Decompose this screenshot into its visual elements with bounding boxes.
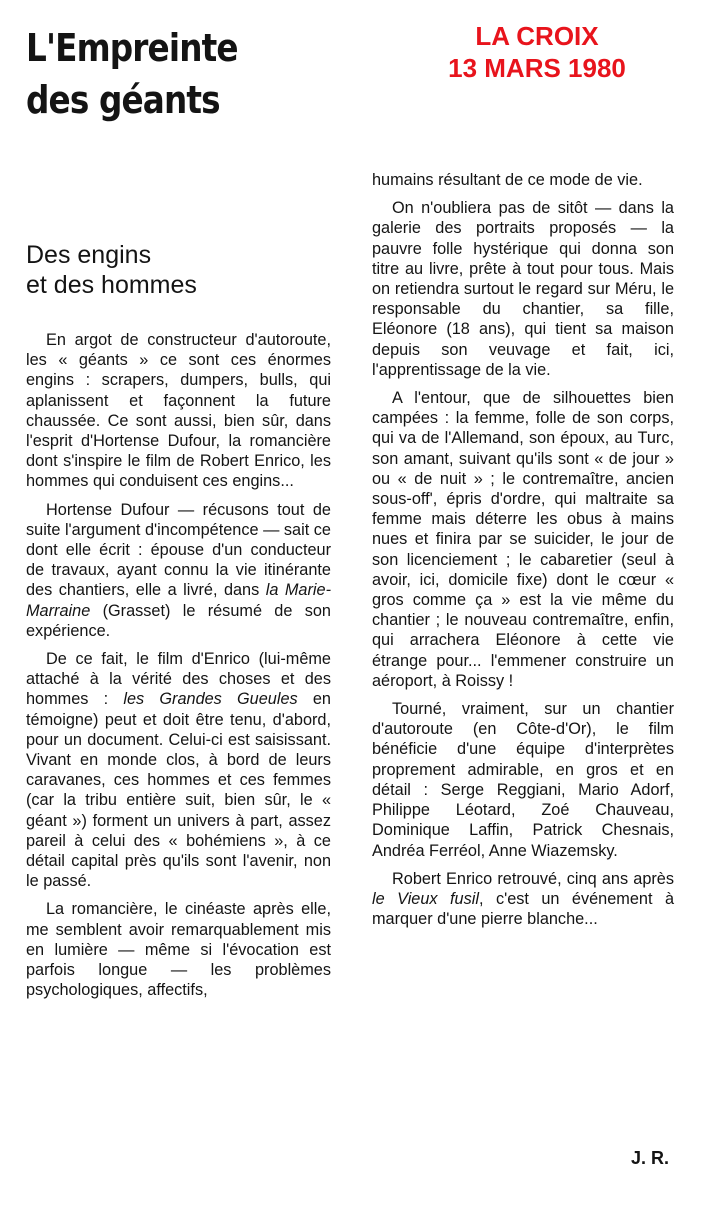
- newspaper-source: [407, 20, 667, 84]
- article-subtitle-line-2: et des hommes: [26, 271, 197, 299]
- text-column-left: [26, 330, 331, 1009]
- paragraph-3-part-b: en témoigne) peut et doit être tenu, d'abord, pour un document. Celui-ci est saisissant. Vivant en monde clos, à bord de leurs caravanes, ces hommes et ces femmes (car la tribu entière suit, bien sûr, le « géant ») forment un univers à part, assez pareil à celui des « bohémiens », à ce détail capital près qu'ils sont l'avenir, non le passé.: [26, 690, 331, 891]
- paragraph-6: A l'entour, que de silhouettes bien campées : la femme, folle de son corps, qui va de l'Allemand, son époux, au Turc, son amant, suivant qu'ils sont « de jour » ou « de nuit » ; le contremaître, ancien sous-off', épris d'ordre, qui maltraite sa femme mais déterre les obus à mains nues et finira par se suicider, le jour de son licenciement ; le cabaretier (seul à avoir, ici, domicile fixe) dont le cœur « gros comme ça » est la vie même du chantier ; le nouveau contremaître, enfin, qui arrachera Eléonore à cette vie étrange pour... l'emmener construire un aéroport, à Roissy !: [372, 389, 674, 690]
- paragraph-2-part-b: (Grasset) le résumé de son expérience.: [26, 601, 331, 640]
- article-subtitle: [26, 240, 197, 300]
- author-signature: J. R.: [630, 1148, 669, 1168]
- article-title-line-1: L'Empreinte: [26, 26, 238, 70]
- paragraph-1: En argot de constructeur d'autoroute, les « géants » ce sont ces énormes engins : scrapers, dumpers, bulls, qui aplanissent et façonnent la future chaussée. Ce sont aussi, bien sûr, dans l'esprit d'Hortense Dufour, la romancière dont s'inspire le film de Robert Enrico, les hommes qui conduisent ces engins...: [26, 331, 331, 491]
- paragraph-8-part-b: , c'est un événement à marquer d'une pierre blanche...: [372, 889, 674, 929]
- paragraph-4-continued: humains résultant de ce mode de vie.: [372, 171, 643, 189]
- book-title: la Marie-Marraine: [26, 581, 331, 620]
- paragraph-2-part-a: Hortense Dufour — récusons tout de suite l'argument d'incompétence — sait ce dont elle écrit : épouse d'un conducteur de travaux, ayant connu la vie itinérante des chantiers, elle a livré, dans: [26, 500, 331, 600]
- article-title: [26, 22, 238, 126]
- article-subtitle-line-1: Des engins: [26, 241, 152, 269]
- paragraph-8: [372, 869, 674, 930]
- newspaper-name: LA CROIX: [475, 21, 599, 51]
- paragraph-2: [26, 500, 331, 641]
- article-title-line-2: des géants: [26, 78, 220, 122]
- paragraph-4: La romancière, le cinéaste après elle, me semblent avoir remarquablement mis en lumière — même si l'évocation est parfois longue — les problèmes psychologiques, affectifs,: [26, 900, 331, 1000]
- text-column-right: [372, 170, 674, 937]
- paragraph-3: [26, 649, 331, 891]
- film-title-grandes-gueules: les Grandes Gueules: [123, 690, 298, 709]
- paragraph-5: On n'oubliera pas de sitôt — dans la galerie des portraits proposés — la pauvre folle hystérique qui donna son titre au livre, prête à tout pour tous. Mais on retiendra surtout le regard sur Méru, le responsable du chantier, sa fille, Eléonore (18 ans), qui tient sa maison depuis son veuvage et fait, ici, l'apprentissage de la vie.: [372, 199, 674, 379]
- publication-date: 13 MARS 1980: [448, 53, 626, 83]
- paragraph-7: Tourné, vraiment, sur un chantier d'autoroute (en Côte-d'Or), le film bénéficie d'une équipe d'interprètes proprement admirable, en gros et en détail : Serge Reggiani, Mario Adorf, Philippe Léotard, Zoé Chauveau, Dominique Laffin, Patrick Chesnais, Andréa Ferréol, Anne Wiazemsky.: [372, 700, 674, 860]
- paragraph-3-part-a: De ce fait, le film d'Enrico (lui-même attaché à la vérité des choses et des hommes :: [26, 650, 331, 709]
- paragraph-8-part-a: Robert Enrico retrouvé, cinq ans après: [392, 869, 674, 888]
- film-title-vieux-fusil: le Vieux fusil: [372, 889, 479, 908]
